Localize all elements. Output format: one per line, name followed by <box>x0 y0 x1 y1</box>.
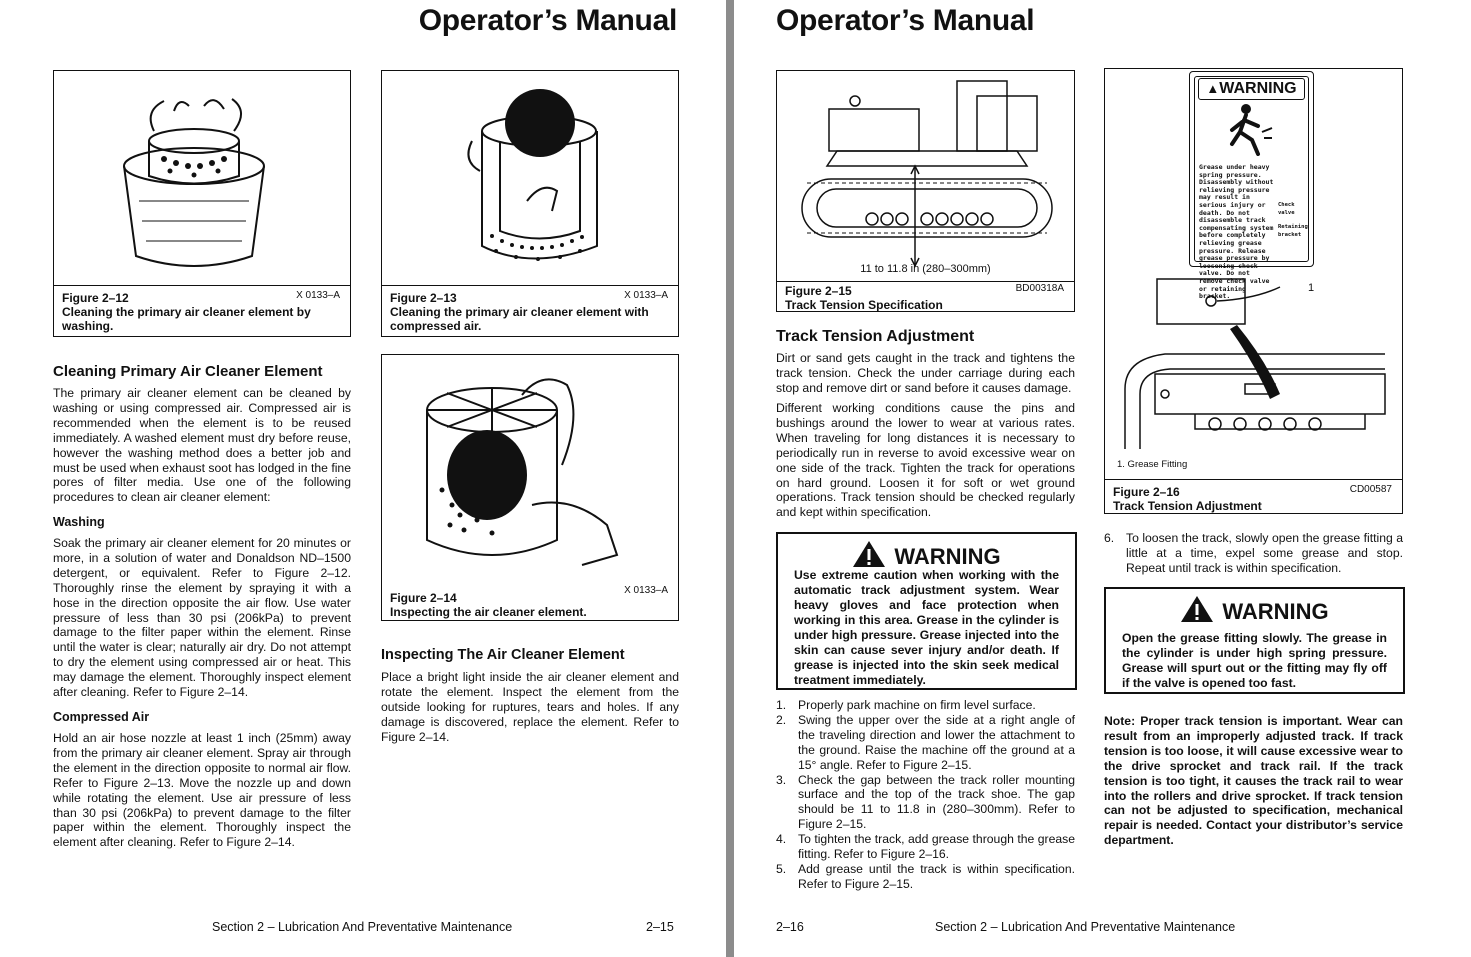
step-item: 4. To tighten the track, add grease through the grease fitting. Refer to Figure 2–16. <box>776 832 1075 862</box>
track-tension-para-1: Dirt or sand gets caught in the track and tightens the track tension. Check the under carriage during each stop and remove dirt or sand before it causes damage. <box>776 351 1075 395</box>
step-item: 1. Properly park machine on firm level surface. <box>776 698 1036 712</box>
step-item: 3. Check the gap between the track roller mounting surface and the top of the track shoe. The gap should be 11 to 11.8 in (280–300mm). Refer to Figure 2–15. <box>776 772 1075 832</box>
figure-2-12-code: X 0133–A <box>296 290 340 301</box>
figure-2-16-code: CD00587 <box>1349 484 1392 495</box>
warning-box-heavy-gloves <box>776 532 1077 690</box>
figure-2-15-title: Track Tension Specification <box>785 298 943 312</box>
compressed-air-text: Hold an air hose nozzle at least 1 inch (25mm) away from the primary air cleaner element. Spray air through the element in the direction opposite to normal air flow. Refer to Figure 2–13. Move the nozzle up and down while rotating the element. Use air pressure of less than 30 psi (206kPa) to prevent damage to the filter paper within the element. Thoroughly inspect the element after cleaning. Refer to Figure 2–14. <box>53 731 351 850</box>
figure-2-14-title: Inspecting the air cleaner element. <box>390 605 587 619</box>
step-item: 2. Swing the upper over the side at a right angle of the traveling direction and lower the attachment to the ground. Raise the machine off the ground at a 15° angle. Refer to Figure 2–15. <box>776 712 1075 772</box>
figure-2-15-number: Figure 2–15 <box>785 284 852 298</box>
figure-2-15-code: BD00318A <box>1015 283 1064 294</box>
track-tension-heading: Track Tension Adjustment <box>776 328 975 345</box>
right-footer-section: Section 2 – Lubrication And Preventative Maintenance <box>935 920 1236 934</box>
retaining-bracket-callout: Retaining bracket <box>1278 224 1308 238</box>
left-page-header: Operator’s Manual <box>418 4 677 37</box>
left-page <box>0 0 726 957</box>
figure-2-15 <box>776 70 1075 312</box>
warning-decal-heading: ▲WARNING <box>1198 78 1305 100</box>
figure-2-14 <box>381 354 679 621</box>
warning-heading-2: WARNING <box>1106 595 1403 625</box>
track-tension-note: Note: Proper track tension is important. Wear can result from an improperly adjusted track. If track tension is too loose, it will cause excessive wear to the drive sprocket and track rail. If the track tension is too tight, it causes the track rail to wear into the rollers and drive sprocket. If track tension can not be adjusted to specification, mechanical repair is needed. Contact your distributor’s service department. <box>1104 714 1403 848</box>
inspection-illustration <box>382 355 678 583</box>
right-page <box>734 0 1471 957</box>
track-tension-illustration <box>777 71 1074 281</box>
inspecting-heading: Inspecting The Air Cleaner Element <box>381 647 625 663</box>
warning-decal-text: Grease under heavy spring pressure. Disassembly without relieving pressure may result in serious injury or death. Do not disassemble track compensating system before completely relieving grease pressure. Release grease pressure by loosening check valve. Do not remove check valve or retaining bracket. <box>1199 163 1274 301</box>
figure-2-16 <box>1104 68 1403 514</box>
cleaning-intro: The primary air cleaner element can be cleaned by washing or using compressed air. Compressed air is recommended when the element is to be reused immediately. A washed element must dry before reuse, however the washing method does a better job and must be used when exhaust soot has lodged in the fine pores of filter media. Use one of the following procedures to clean air cleaner element: <box>53 386 351 505</box>
warning-text-2: Open the grease fitting slowly. The grease in the cylinder is under high spring pressure. Grease will spurt out or the fitting may fly off if the valve is opened too fast. <box>1122 631 1387 690</box>
figure-2-13-code: X 0133–A <box>624 290 668 301</box>
cleaning-heading: Cleaning Primary Air Cleaner Element <box>53 363 323 380</box>
track-adjustment-steps <box>776 698 1075 892</box>
track-gap-dimension: 11 to 11.8 in (280–300mm) <box>860 263 991 275</box>
compressed-air-heading: Compressed Air <box>53 710 150 724</box>
right-footer-page-number: 2–16 <box>776 920 804 934</box>
figure-2-16-legend: 1. Grease Fitting <box>1117 459 1188 470</box>
person-slipping-icon <box>1228 102 1274 156</box>
right-page-header: Operator’s Manual <box>776 4 1035 37</box>
compressed-air-illustration <box>382 71 678 285</box>
left-footer-section: Section 2 – Lubrication And Preventative Maintenance <box>212 920 513 934</box>
figure-2-12-title: Cleaning the primary air cleaner element by washing. <box>62 305 311 333</box>
warning-heading-1: WARNING <box>778 540 1075 570</box>
figure-2-14-code: X 0133–A <box>624 585 668 596</box>
left-footer-page-number: 2–15 <box>646 920 674 934</box>
figure-2-16-title: Track Tension Adjustment <box>1113 499 1262 513</box>
warning-text-1: Use extreme caution when working with the automatic track adjustment system. Wear heavy gloves and face protection when working in this area. Grease in the cylinder is under high pressure. Grease injected into the skin can cause sever injury and/or death. If grease is injected into the skin seek medical treatment immediately. <box>794 568 1059 687</box>
figure-2-14-number: Figure 2–14 <box>390 591 457 605</box>
callout-number-1: 1 <box>1308 282 1315 294</box>
washing-heading: Washing <box>53 515 105 529</box>
figure-2-13 <box>381 70 679 337</box>
grease-fitting-illustration <box>1105 269 1402 459</box>
figure-2-13-number: Figure 2–13 <box>390 291 457 305</box>
warning-triangle-icon <box>852 540 886 568</box>
track-loosen-step <box>1104 531 1403 576</box>
step-item: 5. Add grease until the track is within specification. Refer to Figure 2–15. <box>776 861 1075 891</box>
track-tension-para-2: Different working conditions cause the pins and bushings around the lower to wear at various rates. When traveling for long distances it is necessary to periodically run in reverse to avoid excessive wear on one side of the track. Tighten the track for operations on hard ground. Loosen it for soft or wet ground operations. Track tension should be checked regularly and kept within specification. <box>776 401 1075 520</box>
check-valve-callout: Check valve <box>1278 202 1295 216</box>
figure-2-13-title: Cleaning the primary air cleaner element with compressed air. <box>390 305 649 333</box>
page-spine-divider <box>726 0 734 957</box>
warning-box-grease-fitting <box>1104 587 1405 694</box>
washing-illustration <box>54 71 350 285</box>
figure-2-12-number: Figure 2–12 <box>62 291 129 305</box>
figure-2-12 <box>53 70 351 337</box>
warning-triangle-icon <box>1180 595 1214 623</box>
washing-text: Soak the primary air cleaner element for 20 minutes or more, in a solution of water and Donaldson ND–1500 detergent, or equivalent. Refer to Figure 2–12. Thoroughly rinse the element by spraying it with a hose in the direction opposite the air flow. Use water pressure of less than 30 psi (206kPa) to prevent damage to the filter paper within the element. Rinse until the water is clear; naturally air dry. Do not attempt to dry the element using compressed air or heat. This may damage the element. Thoroughly inspect element after cleaning. Refer to Figure 2–14. <box>53 536 351 700</box>
step-item: 6. To loosen the track, slowly open the grease fitting a little at a time, expel some grease and stop. Repeat until track is within specification. <box>1104 531 1403 575</box>
figure-2-16-number: Figure 2–16 <box>1113 485 1180 499</box>
warning-decal <box>1189 71 1314 301</box>
inspecting-text: Place a bright light inside the air cleaner element and rotate the element. Inspect the element from the outside looking for ruptures, tears and holes. If any damage is discovered, replace the element. Refer to Figure 2–14. <box>381 670 679 744</box>
